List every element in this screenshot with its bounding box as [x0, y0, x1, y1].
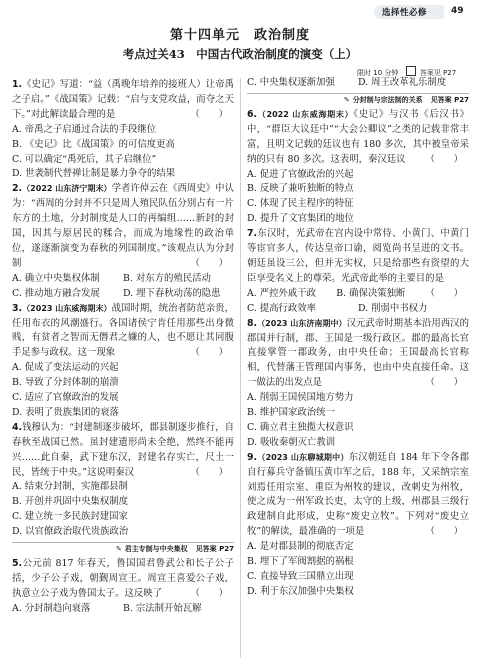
section-label: 分封制与宗法制的关系	[352, 95, 423, 104]
option-a: A. 是对郡县制的彻底否定	[247, 541, 354, 553]
answer-icon	[406, 66, 416, 76]
header-badge	[374, 5, 444, 19]
time-limit: 限时 10 分钟	[357, 69, 399, 77]
question-text: 钱穆认为：“封建制逐步破坏，郡县制逐步推行，自春秋至战国已然。虽封建遗形尚未全绝，然终不能再兴……此自秦，武下建东汉，封建名存实亡，尺土一民，皆统于中央。”这说明秦汉	[12, 421, 234, 478]
option-a: A. 结束分封制，实施郡县制	[12, 481, 128, 493]
page-header	[0, 0, 480, 22]
option-d: D. 提升了文官集团的地位	[247, 213, 354, 225]
answer-blank: （ ）	[190, 257, 228, 269]
option-b: B. 反映了兼听独断的特点	[247, 183, 354, 195]
option-c: C. 建立统一多民族封建国家	[12, 511, 128, 523]
question-number: 4.	[12, 421, 23, 433]
answer-blank: （ ）	[190, 108, 228, 120]
question-9	[247, 451, 469, 600]
option-d: D. 削弱中书权力	[358, 302, 428, 314]
option-a: A. 促成了变法运动的兴起	[12, 362, 119, 374]
question-6	[247, 108, 469, 227]
question-4	[12, 421, 234, 540]
answer-ref: 答案见 P27	[419, 69, 457, 77]
option-b: B. 维护国家政治统一	[247, 407, 335, 419]
option-c: C. 适应了官僚政治的发展	[12, 392, 119, 404]
right-column	[247, 76, 469, 600]
option-a: A. 帝禹之子启通过合法的手段继位	[12, 123, 156, 135]
answer-blank: （ ）	[190, 587, 228, 599]
section-bar	[12, 542, 234, 555]
header-badge-label: 选择性必修	[382, 8, 428, 18]
option-d: D. 利于东汉加强中央集权	[247, 585, 354, 597]
option-d: D. 埋下春秋动荡的隐患	[123, 287, 221, 299]
answer-blank: （ ）	[190, 347, 228, 359]
option-c: C. 确立君主独揽大权意识	[247, 421, 354, 433]
question-source: （2022 山东济宁期末）	[22, 184, 112, 194]
question-source: （2022 山东威海期末）	[257, 109, 354, 119]
column-divider	[240, 78, 241, 658]
question-7	[247, 227, 469, 316]
answer-blank: （ ）	[425, 526, 463, 538]
section-answer-ref: 见答案 P27	[195, 545, 234, 554]
question-5	[12, 557, 234, 617]
option-b: B. 确保决策独断	[336, 287, 406, 299]
option-c: C. 推动地方融合发展	[12, 287, 100, 299]
option-d: D. 周王改革礼乐制度	[358, 77, 447, 88]
option-c: C. 中央集权逐渐加强	[247, 77, 335, 88]
question-number: 8.	[247, 317, 258, 329]
question-text: 《史记》写道：“益（禹晚年培养的接班人）让帝禹之子启。”《战国策》记载：“启与支党攻益，而夺之天下。”对此解读最合理的是	[12, 79, 234, 120]
answer-blank: （ ）	[190, 466, 228, 478]
question-5-continued	[247, 76, 469, 91]
option-d: D. 吸收秦朝灭亡教训	[247, 436, 336, 448]
section-answer-ref: 见答案 P27	[430, 95, 469, 104]
option-b: B. 导致了分封体制的崩溃	[12, 377, 119, 389]
question-text: 战国时期，统治者防范亲贵，任用布衣的风潮盛行。各国诸侯宁肯任用那些出身微贱，有贫者之智而无僭君之嫌的人，也不愿让其同腹手足参与政权。这一现象	[12, 302, 234, 359]
question-source: （2023 山东聊城期中）	[257, 452, 349, 462]
pen-icon: ✎	[343, 95, 350, 104]
answer-blank: （ ）	[425, 153, 463, 165]
question-number: 7.	[247, 228, 258, 240]
option-c: C. 提高行政效率	[247, 302, 317, 314]
section-label: 君主专制与中央集权	[124, 545, 188, 554]
unit-title: 第十四单元 政治制度	[169, 28, 310, 43]
question-2	[12, 182, 234, 301]
option-d: D. 以官僚政治取代贵族政治	[12, 526, 129, 538]
option-b: B. 对东方的殖民活动	[123, 272, 211, 284]
option-a: A. 确立中央集权体制	[12, 272, 100, 284]
question-1	[12, 78, 234, 182]
option-b: B. 《史记》比《战国策》的可信度更高	[12, 138, 175, 150]
answer-blank: （ ）	[425, 287, 463, 299]
question-text: 公元前 817 年春天，鲁国国君鲁武公和长子公子括，少子公子戏，朝觐周宣王。周宣王喜爱公子戏，执意立公子戏为鲁国太子。这反映了	[12, 558, 234, 599]
question-number: 9.	[247, 451, 258, 463]
option-a: A. 严控外戚干政	[247, 287, 316, 299]
lesson-title: 考点过关43 中国古代政治制度的演变（上）	[122, 47, 358, 61]
left-column	[12, 78, 234, 617]
question-source: （2023 山东济南期中）	[257, 318, 347, 328]
question-text: 东汉时，光武帝在宫内设中常侍、小黄门、中黄门等宦官多人，传达皇帝口谕，阅览尚书呈进的文书。朝廷虽设三公，但并无实权，只是给那些有资望的大臣享受名义上的尊荣。光武帝此举的主要目的是	[247, 228, 469, 284]
question-text: 学者许倬云在《西周史》中认为：“西周的分封并不只是周人殖民队伍分别占有一片东方的土地，分封制度是人口的再编组……新封的封国，因其与原居民的糅合，而成为地缘性的政治单位，遂逐渐演变为春秋的列国制度。”该观点认为分封制	[12, 183, 234, 269]
question-source: （2023 山东威海期末）	[22, 303, 112, 313]
answer-blank: （ ）	[425, 377, 463, 389]
question-number: 3.	[12, 302, 23, 314]
option-a: A. 分封制趋向衰落	[12, 602, 91, 614]
question-text: 东汉朝廷自 184 年下令各郡自行募兵守备镇压黄巾军之后，188 年，又采纳宗室刘焉任用宗室、重臣为州牧的建议，改刺史为州牧，使之成为一州军政长吏，太守的上级，州郡县三级行政建制自此形成，史称“废史立牧”。下列对“废史立牧”的解读，最准确的一项是	[247, 451, 469, 538]
option-c: C. 可以确定“禹死后，其子启继位”	[12, 153, 157, 165]
question-text: 汉元武帝时期基本沿用西汉的郡国并行制，郡、王国是一级行政区。郡的最高长官直接掌管一郡政务，由中央任命；王国最高长官称相，代替藩王管理国内事务，也由中央直接任命。这一做法的出发点是	[247, 317, 469, 389]
question-number: 5.	[12, 558, 23, 570]
option-d: D. 世袭制代替禅让制是暴力争夺的结果	[12, 168, 176, 180]
question-number: 6.	[247, 108, 258, 120]
page-number: 49	[451, 6, 464, 16]
option-b: B. 开创并巩固中央集权制度	[12, 496, 128, 508]
option-b: B. 宗法制开始瓦解	[123, 602, 202, 614]
section-bar	[247, 93, 469, 106]
question-3	[12, 302, 234, 421]
option-a: A. 促进了官僚政治的兴起	[247, 168, 354, 180]
option-c: C. 体现了民主程序的特征	[247, 198, 354, 210]
option-b: B. 埋下了军阀割据的祸根	[247, 556, 354, 568]
option-c: C. 直接导致三国鼎立出现	[247, 571, 354, 582]
question-text: 《史记》与汉书《后汉书》中，“群臣大议廷中”“大会公卿议”之类的记载非常丰富，且明文记载的廷议也有 180 多次，其中被皇帝采纳的只有 80 多次。这表明，秦汉廷议	[247, 108, 469, 165]
option-a: A. 削弱王国侯国地方势力	[247, 392, 354, 404]
question-8	[247, 317, 469, 451]
question-number: 1.	[12, 79, 23, 90]
pen-icon: ✎	[115, 545, 122, 554]
question-number: 2.	[12, 183, 23, 195]
option-d: D. 表明了贵族集团的衰落	[12, 406, 119, 418]
